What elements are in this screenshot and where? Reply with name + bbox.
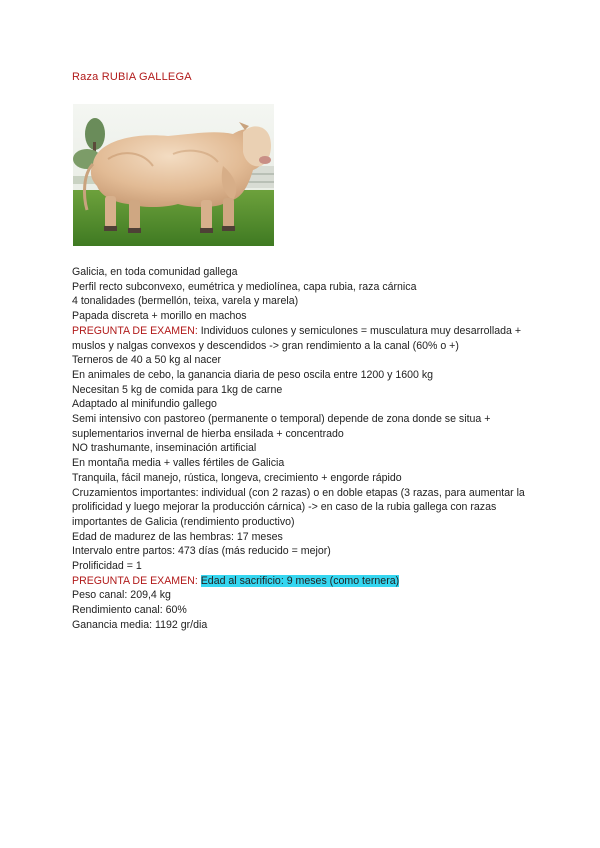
highlighted-text: Edad al sacrificio: 9 meses (como ternera) <box>200 574 400 587</box>
text-line: NO trashumante, inseminación artificial <box>72 442 257 455</box>
exam-question-label: PREGUNTA DE EXAMEN: <box>72 574 198 587</box>
body-text <box>72 265 542 633</box>
page-title: Raza RUBIA GALLEGA <box>72 71 192 83</box>
text-line: 4 tonalidades (bermellón, teixa, varela y marela) <box>72 295 299 308</box>
text-line: Ganancia media: 1192 gr/dia <box>72 618 208 631</box>
text-paragraph: Cruzamientos importantes: individual (con 2 razas) o en doble etapas (3 razas, para aumentar la prolificidad y luego mejorar la producción cárnica) -> en caso de la rubia gallega con razas importantes de Galicia (rendimiento productivo) <box>72 486 525 528</box>
exam-question-2 <box>72 574 542 589</box>
exam-question-1 <box>72 324 542 353</box>
text-line: Intervalo entre partos: 473 días (más reducido = mejor) <box>72 545 331 558</box>
bull-photo <box>73 104 274 246</box>
text-line: En montaña media + valles fértiles de Galicia <box>72 457 285 470</box>
text-line: Rendimiento canal: 60% <box>72 604 187 617</box>
text-line: Peso canal: 209,4 kg <box>72 589 171 602</box>
text-line: Adaptado al minifundio gallego <box>72 398 217 411</box>
text-paragraph: Semi intensivo con pastoreo (permanente o temporal) depende de zona donde se situa + suplementarios invernal de hierba ensilada + concentrado <box>72 413 491 440</box>
exam-question-text: Individuos culones y semiculones = musculatura muy desarrollada + muslos y nalgas convexos y descendidos -> gran rendimiento a la canal (60% o +) <box>72 324 522 352</box>
text-line: Necesitan 5 kg de comida para 1kg de carne <box>72 383 283 396</box>
text-line: Tranquila, fácil manejo, rústica, longeva, crecimiento + engorde rápido <box>72 471 402 484</box>
text-line: En animales de cebo, la ganancia diaria de peso oscila entre 1200 y 1600 kg <box>72 368 434 381</box>
text-line: Papada discreta + morillo en machos <box>72 310 247 323</box>
text-line: Edad de madurez de las hembras: 17 meses <box>72 530 283 543</box>
text-line: Terneros de 40 a 50 kg al nacer <box>72 354 221 367</box>
text-line: Perfil recto subconvexo, eumétrica y mediolínea, capa rubia, raza cárnica <box>72 280 417 293</box>
text-line: Prolificidad = 1 <box>72 560 142 573</box>
text-line: Galicia, en toda comunidad gallega <box>72 266 238 278</box>
exam-question-label: PREGUNTA DE EXAMEN: <box>72 324 198 337</box>
